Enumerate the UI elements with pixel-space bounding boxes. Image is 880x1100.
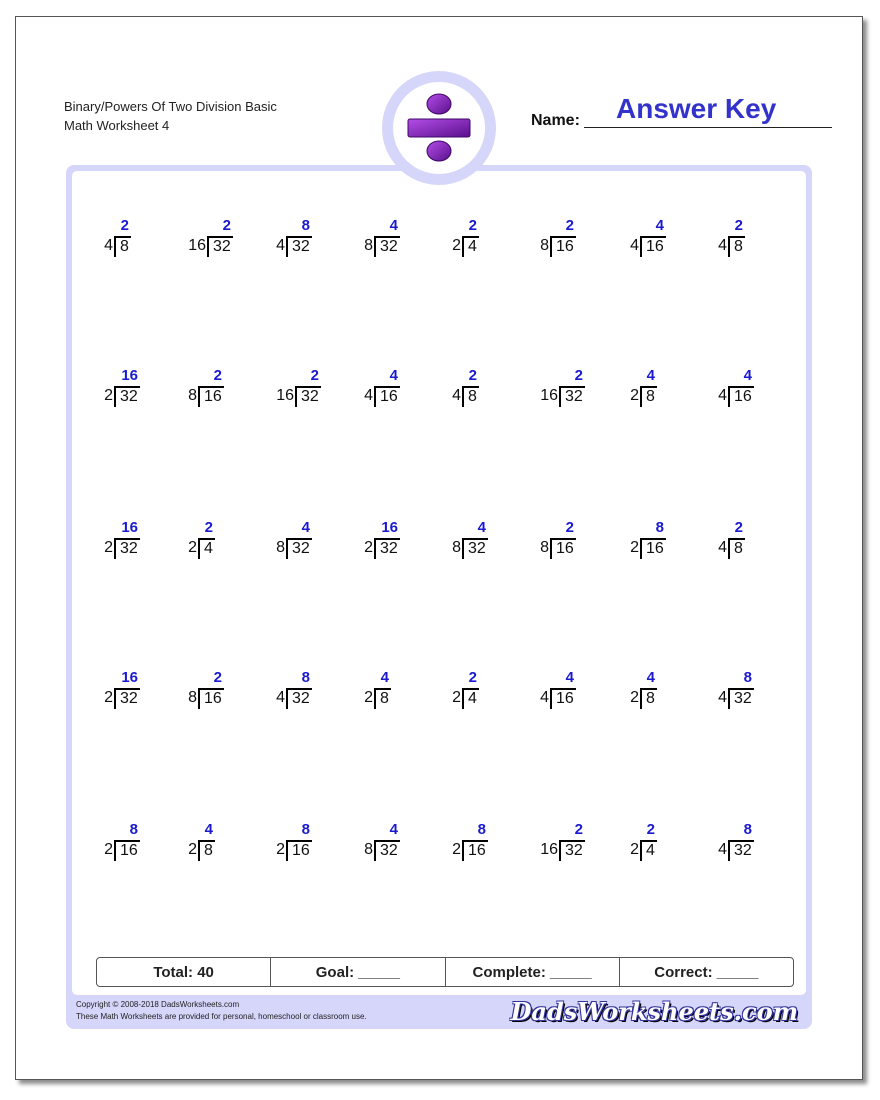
dividend: 32 — [114, 539, 138, 559]
divisor: 4 — [718, 841, 727, 858]
dividend: 8 — [640, 689, 655, 709]
quotient-answer: 4 — [301, 519, 310, 536]
division-problem — [362, 821, 452, 865]
worksheet-title — [64, 97, 277, 135]
dividend: 16 — [640, 237, 664, 257]
dividend: 8 — [198, 841, 213, 861]
quotient-answer: 2 — [204, 519, 213, 536]
divisor: 2 — [630, 387, 639, 404]
division-problem — [538, 669, 628, 713]
divisor: 8 — [276, 539, 285, 556]
divisor: 8 — [188, 387, 197, 404]
division-problem — [538, 821, 628, 865]
division-problem — [628, 217, 718, 261]
quotient-answer: 8 — [655, 519, 664, 536]
division-problem — [450, 669, 540, 713]
division-problem — [186, 367, 276, 411]
divisor: 2 — [452, 689, 461, 706]
divisor: 8 — [540, 237, 549, 254]
divisor: 4 — [540, 689, 549, 706]
division-problem — [102, 669, 192, 713]
divisor: 2 — [452, 841, 461, 858]
divisor: 8 — [364, 237, 373, 254]
dividend: 16 — [640, 539, 664, 559]
divisor: 2 — [452, 237, 461, 254]
quotient-answer: 8 — [743, 669, 752, 686]
divisor: 4 — [276, 237, 285, 254]
division-problem — [628, 669, 718, 713]
dividend: 32 — [207, 237, 231, 257]
score-goal[interactable]: Goal: _____ — [271, 958, 445, 986]
quotient-answer: 4 — [565, 669, 574, 686]
division-sign-icon — [402, 91, 476, 165]
quotient-answer: 16 — [121, 519, 138, 536]
division-problem — [186, 821, 276, 865]
division-problem — [274, 217, 364, 261]
division-problem — [716, 519, 806, 563]
dividend: 32 — [286, 539, 310, 559]
footer-copyright — [76, 999, 367, 1023]
dividend: 16 — [550, 539, 574, 559]
brand-logo[interactable]: DadsWorksheets.com — [510, 997, 798, 1026]
divisor: 2 — [104, 539, 113, 556]
dividend: 32 — [374, 539, 398, 559]
dividend: 4 — [198, 539, 213, 559]
dividend: 8 — [462, 387, 477, 407]
problems-frame — [66, 165, 812, 1029]
divisor: 4 — [364, 387, 373, 404]
divisor: 2 — [630, 539, 639, 556]
division-problem — [362, 367, 452, 411]
dividend: 32 — [286, 689, 310, 709]
quotient-answer: 2 — [222, 217, 231, 234]
division-problem — [186, 669, 276, 713]
dividend: 32 — [728, 689, 752, 709]
divisor: 4 — [718, 387, 727, 404]
dividend: 32 — [559, 841, 583, 861]
quotient-answer: 16 — [121, 669, 138, 686]
divisor: 16 — [540, 841, 558, 858]
division-problem — [450, 519, 540, 563]
quotient-answer: 16 — [121, 367, 138, 384]
quotient-answer: 2 — [565, 519, 574, 536]
divisor: 8 — [364, 841, 373, 858]
divisor: 4 — [630, 237, 639, 254]
quotient-answer: 8 — [743, 821, 752, 838]
dividend: 32 — [286, 237, 310, 257]
quotient-answer: 4 — [389, 821, 398, 838]
dividend: 32 — [114, 689, 138, 709]
division-problem — [186, 217, 276, 261]
divisor: 2 — [364, 689, 373, 706]
title-line-1: Binary/Powers Of Two Division Basic — [64, 99, 277, 114]
quotient-answer: 4 — [477, 519, 486, 536]
score-table — [96, 957, 794, 987]
quotient-answer: 4 — [646, 669, 655, 686]
divisor: 4 — [718, 539, 727, 556]
division-problem — [450, 217, 540, 261]
quotient-answer: 2 — [468, 669, 477, 686]
dividend: 16 — [728, 387, 752, 407]
divisor: 2 — [188, 841, 197, 858]
division-problem — [716, 669, 806, 713]
divisor: 2 — [630, 689, 639, 706]
dividend: 8 — [728, 237, 743, 257]
division-problem — [628, 821, 718, 865]
dividend: 8 — [374, 689, 389, 709]
divisor: 2 — [630, 841, 639, 858]
quotient-answer: 2 — [213, 367, 222, 384]
name-field-line[interactable] — [584, 127, 832, 128]
dividend: 16 — [286, 841, 310, 861]
quotient-answer: 8 — [301, 669, 310, 686]
quotient-answer: 2 — [646, 821, 655, 838]
quotient-answer: 4 — [743, 367, 752, 384]
division-problem — [102, 367, 192, 411]
title-line-2: Math Worksheet 4 — [64, 118, 170, 133]
quotient-answer: 8 — [301, 821, 310, 838]
quotient-answer: 2 — [120, 217, 129, 234]
dividend: 32 — [728, 841, 752, 861]
score-total: Total: 40 — [97, 958, 271, 986]
divisor: 4 — [276, 689, 285, 706]
quotient-answer: 2 — [468, 217, 477, 234]
dividend: 8 — [114, 237, 129, 257]
quotient-answer: 4 — [389, 367, 398, 384]
quotient-answer: 2 — [574, 367, 583, 384]
dividend: 16 — [374, 387, 398, 407]
dividend: 8 — [728, 539, 743, 559]
score-correct[interactable]: Correct: _____ — [654, 963, 759, 981]
division-problem — [102, 821, 192, 865]
dividend: 16 — [550, 237, 574, 257]
dividend: 16 — [114, 841, 138, 861]
dividend: 16 — [198, 689, 222, 709]
logo-badge — [382, 71, 496, 185]
quotient-answer: 2 — [574, 821, 583, 838]
quotient-answer: 2 — [734, 519, 743, 536]
divisor: 16 — [540, 387, 558, 404]
divisor: 2 — [104, 387, 113, 404]
division-problem — [538, 367, 628, 411]
dividend: 32 — [114, 387, 138, 407]
worksheet-page — [15, 16, 863, 1080]
divisor: 4 — [452, 387, 461, 404]
copyright-text: Copyright © 2008-2018 DadsWorksheets.com — [76, 1000, 240, 1009]
division-problem — [274, 519, 364, 563]
divisor: 4 — [718, 689, 727, 706]
dividend: 4 — [462, 689, 477, 709]
division-problem — [102, 519, 192, 563]
division-problem — [716, 217, 806, 261]
division-problem — [628, 367, 718, 411]
division-problem — [538, 217, 628, 261]
quotient-answer: 8 — [301, 217, 310, 234]
division-problem — [362, 217, 452, 261]
quotient-answer: 2 — [734, 217, 743, 234]
division-problem — [450, 367, 540, 411]
divisor: 2 — [104, 841, 113, 858]
dividend: 32 — [295, 387, 319, 407]
quotient-answer: 2 — [565, 217, 574, 234]
dividend: 16 — [550, 689, 574, 709]
name-label: Name: — [531, 112, 580, 129]
divisor: 2 — [188, 539, 197, 556]
dividend: 32 — [559, 387, 583, 407]
division-problem — [716, 367, 806, 411]
dividend: 32 — [374, 841, 398, 861]
dividend: 16 — [462, 841, 486, 861]
division-problem — [274, 821, 364, 865]
divisor: 8 — [452, 539, 461, 556]
division-problem — [186, 519, 276, 563]
division-problem — [450, 821, 540, 865]
divisor: 4 — [104, 237, 113, 254]
division-problem — [274, 367, 364, 411]
division-problem — [362, 519, 452, 563]
dividend: 4 — [640, 841, 655, 861]
dividend: 16 — [198, 387, 222, 407]
division-problem — [628, 519, 718, 563]
quotient-answer: 8 — [129, 821, 138, 838]
divisor: 8 — [540, 539, 549, 556]
quotient-answer: 2 — [213, 669, 222, 686]
division-problem — [102, 217, 192, 261]
divisor: 8 — [188, 689, 197, 706]
dividend: 4 — [462, 237, 477, 257]
quotient-answer: 4 — [204, 821, 213, 838]
quotient-answer: 2 — [310, 367, 319, 384]
dividend: 32 — [374, 237, 398, 257]
divisor: 2 — [104, 689, 113, 706]
quotient-answer: 16 — [381, 519, 398, 536]
quotient-answer: 2 — [468, 367, 477, 384]
division-problem — [362, 669, 452, 713]
divisor: 2 — [276, 841, 285, 858]
quotient-answer: 4 — [646, 367, 655, 384]
usage-text: These Math Worksheets are provided for personal, homeschool or classroom use. — [76, 1012, 367, 1021]
divisor: 16 — [188, 237, 206, 254]
answer-key-label: Answer Key — [616, 93, 777, 124]
dividend: 32 — [462, 539, 486, 559]
quotient-answer: 4 — [380, 669, 389, 686]
quotient-answer: 4 — [389, 217, 398, 234]
divisor: 4 — [718, 237, 727, 254]
quotient-answer: 8 — [477, 821, 486, 838]
quotient-answer: 4 — [655, 217, 664, 234]
division-problem — [274, 669, 364, 713]
divisor: 2 — [364, 539, 373, 556]
problems-area — [72, 171, 806, 995]
divisor: 16 — [276, 387, 294, 404]
division-problem — [538, 519, 628, 563]
score-complete[interactable]: Complete: _____ — [446, 958, 620, 986]
division-problem — [716, 821, 806, 865]
dividend: 8 — [640, 387, 655, 407]
